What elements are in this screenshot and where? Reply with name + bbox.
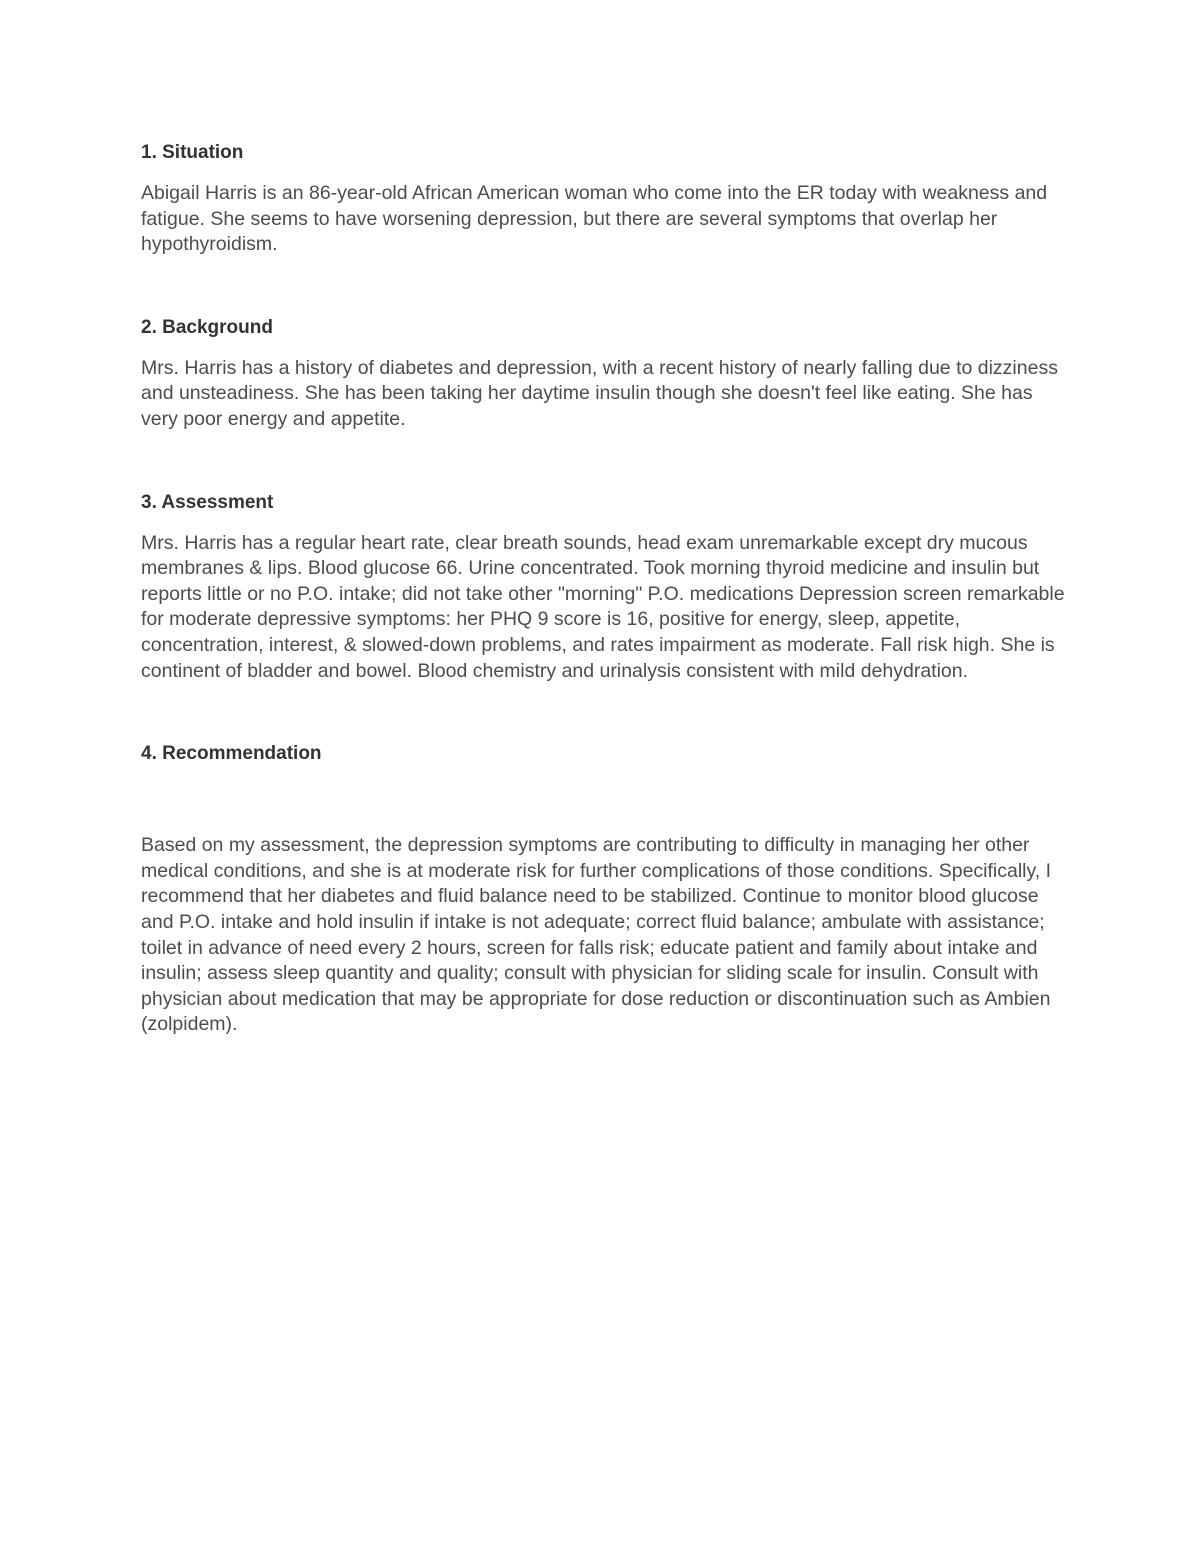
- section-heading-background: 2. Background: [141, 316, 273, 338]
- section-body-situation: Abigail Harris is an 86-year-old African American woman who come into the ER today with weakness and fatigue. She seems to have worsening depression, but there are several symptoms that overlap her hypothyroidism.: [141, 182, 1048, 256]
- section-heading-recommendation: 4. Recommendation: [141, 743, 322, 765]
- section-heading-assessment: 3. Assessment: [141, 491, 274, 513]
- section-situation: [141, 140, 1066, 258]
- section-body-assessment: Mrs. Harris has a regular heart rate, clear breath sounds, head exam unremarkable except dry mucous membranes & lips. Blood glucose 66. Urine concentrated. Took morning thyroid medicine and insulin but reports little or no P.O. intake; did not take other "morning" P.O. medications Depression screen remarkable for moderate depressive symptoms: her PHQ 9 score is 16, positive for energy, sleep, appetite, concentration, interest, & slowed-down problems, and rates impairment as moderate. Fall risk high. She is continent of bladder and bowel. Blood chemistry and urinalysis consistent with mild dehydration.: [141, 531, 1065, 682]
- document-page: [141, 140, 1066, 1038]
- section-body-background: Mrs. Harris has a history of diabetes and depression, with a recent history of nearly falling due to dizziness and unsteadiness. She has been taking her daytime insulin though she doesn't feel like eating. She has very poor energy and appetite.: [141, 356, 1058, 430]
- section-heading-situation: 1. Situation: [141, 142, 244, 163]
- section-assessment: [141, 490, 1066, 685]
- section-background: [141, 315, 1066, 433]
- section-body-recommendation: Based on my assessment, the depression symptoms are contributing to difficulty in managing her other medical conditions, and she is at moderate risk for further complications of those conditions. Specifically, I recommend that her diabetes and fluid balance need to be stabilized. Continue to monitor blood glucose and P.O. intake and hold insulin if intake is not adequate; correct fluid balance; ambulate with assistance; toilet in advance of need every 2 hours, screen for falls risk; educate patient and family about intake and insulin; assess sleep quantity and quality; consult with physician for sliding scale for insulin. Consult with physician about medication that may be appropriate for dose reduction or discontinuation such as Ambien (zolpidem).: [141, 834, 1052, 1036]
- section-recommendation: [141, 741, 1066, 1038]
